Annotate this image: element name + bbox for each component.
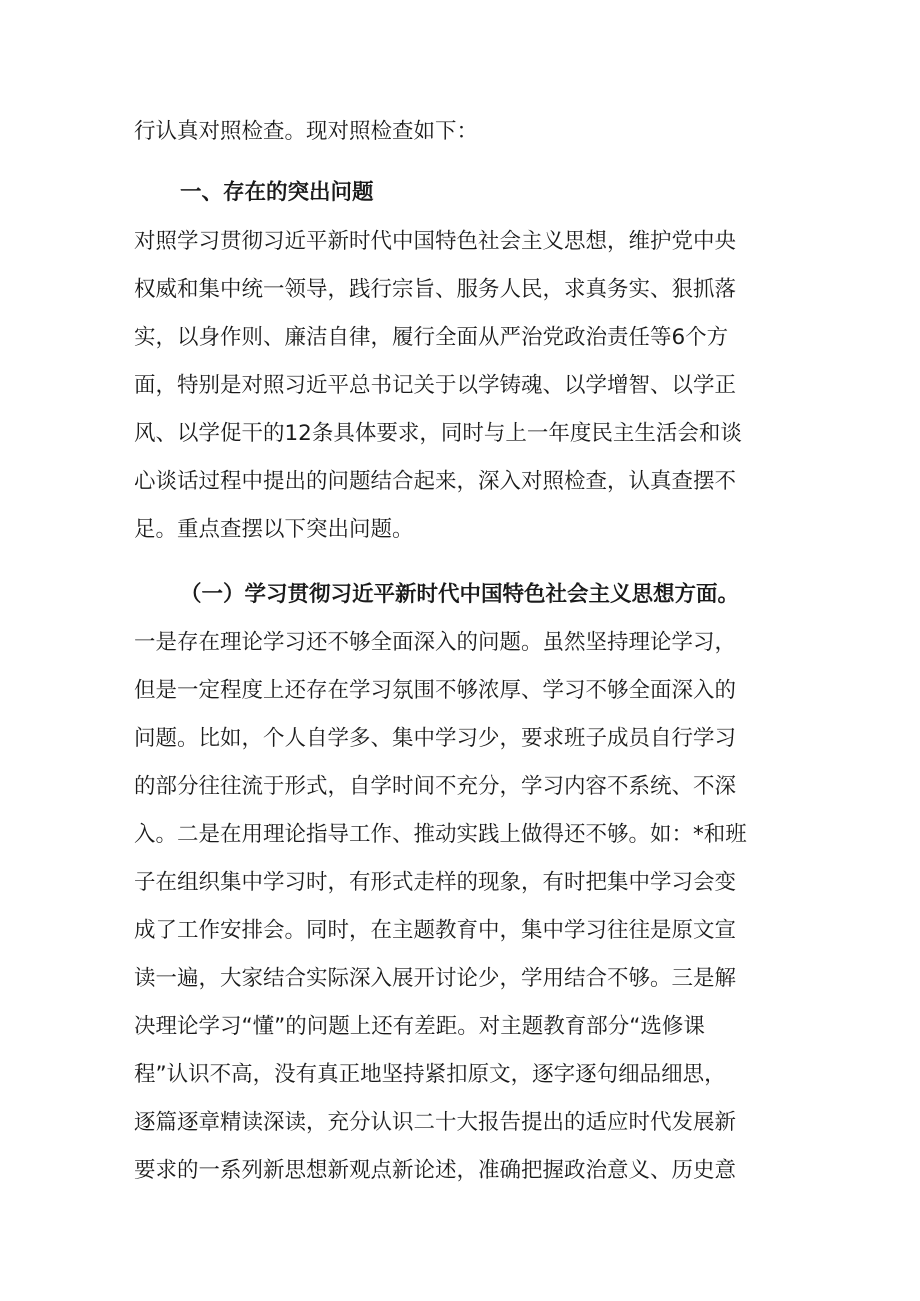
body-text-line: 行认真对照检查。现对照检查如下：	[134, 119, 479, 144]
body-text-line: 实，以身作则、廉洁自律，履行全面从严治党政治责任等6个方	[134, 325, 729, 350]
body-text-line: 足。重点查摆以下突出问题。	[134, 517, 414, 542]
body-text-line: 面，特别是对照习近平总书记关于以学铸魂、以学增智、以学正	[134, 373, 737, 398]
body-text-line: 要求的一系列新思想新观点新论述，准确把握政治意义、历史意	[134, 1158, 737, 1183]
body-text-line: 入。二是在用理论指导工作、推动实践上做得还不够。如：*和班	[134, 822, 747, 847]
body-text-line: 心谈话过程中提出的问题结合起来，深入对照检查，认真查摆不	[134, 469, 737, 494]
body-text-line: 的部分往往流于形式，自学时间不充分，学习内容不系统、不深	[134, 774, 737, 799]
body-text-line: 读一遍，大家结合实际深入展开讨论少，学用结合不够。三是解	[134, 966, 737, 991]
section-heading: 一、存在的突出问题	[180, 180, 374, 205]
body-text-line: 决理论学习“懂”的问题上还有差距。对主题教育部分“选修课	[134, 1014, 705, 1039]
body-text-line: 成了工作安排会。同时，在主题教育中，集中学习往往是原文宣	[134, 918, 737, 943]
subsection-heading: （一）学习贯彻习近平新时代中国特色社会主义思想方面。	[180, 582, 740, 607]
body-text-line: 风、以学促干的12条具体要求，同时与上一年度民主生活会和谈	[134, 421, 742, 446]
body-text-line: 程”认识不高，没有真正地坚持紧扣原文，逐字逐句细品细思，	[134, 1062, 726, 1087]
body-text-line: 对照学习贯彻习近平新时代中国特色社会主义思想，维护党中央	[134, 229, 737, 254]
body-text-line: 权威和集中统一领导，践行宗旨、服务人民，求真务实、狠抓落	[134, 277, 737, 302]
body-text-line: 问题。比如，个人自学多、集中学习少，要求班子成员自行学习	[134, 726, 737, 751]
body-text-line: 子在组织集中学习时，有形式走样的现象，有时把集中学习会变	[134, 870, 737, 895]
body-text-line: 一是存在理论学习还不够全面深入的问题。虽然坚持理论学习，	[134, 630, 737, 655]
body-text-line: 逐篇逐章精读深读，充分认识二十大报告提出的适应时代发展新	[134, 1110, 737, 1135]
body-text-line: 但是一定程度上还存在学习氛围不够浓厚、学习不够全面深入的	[134, 678, 737, 703]
